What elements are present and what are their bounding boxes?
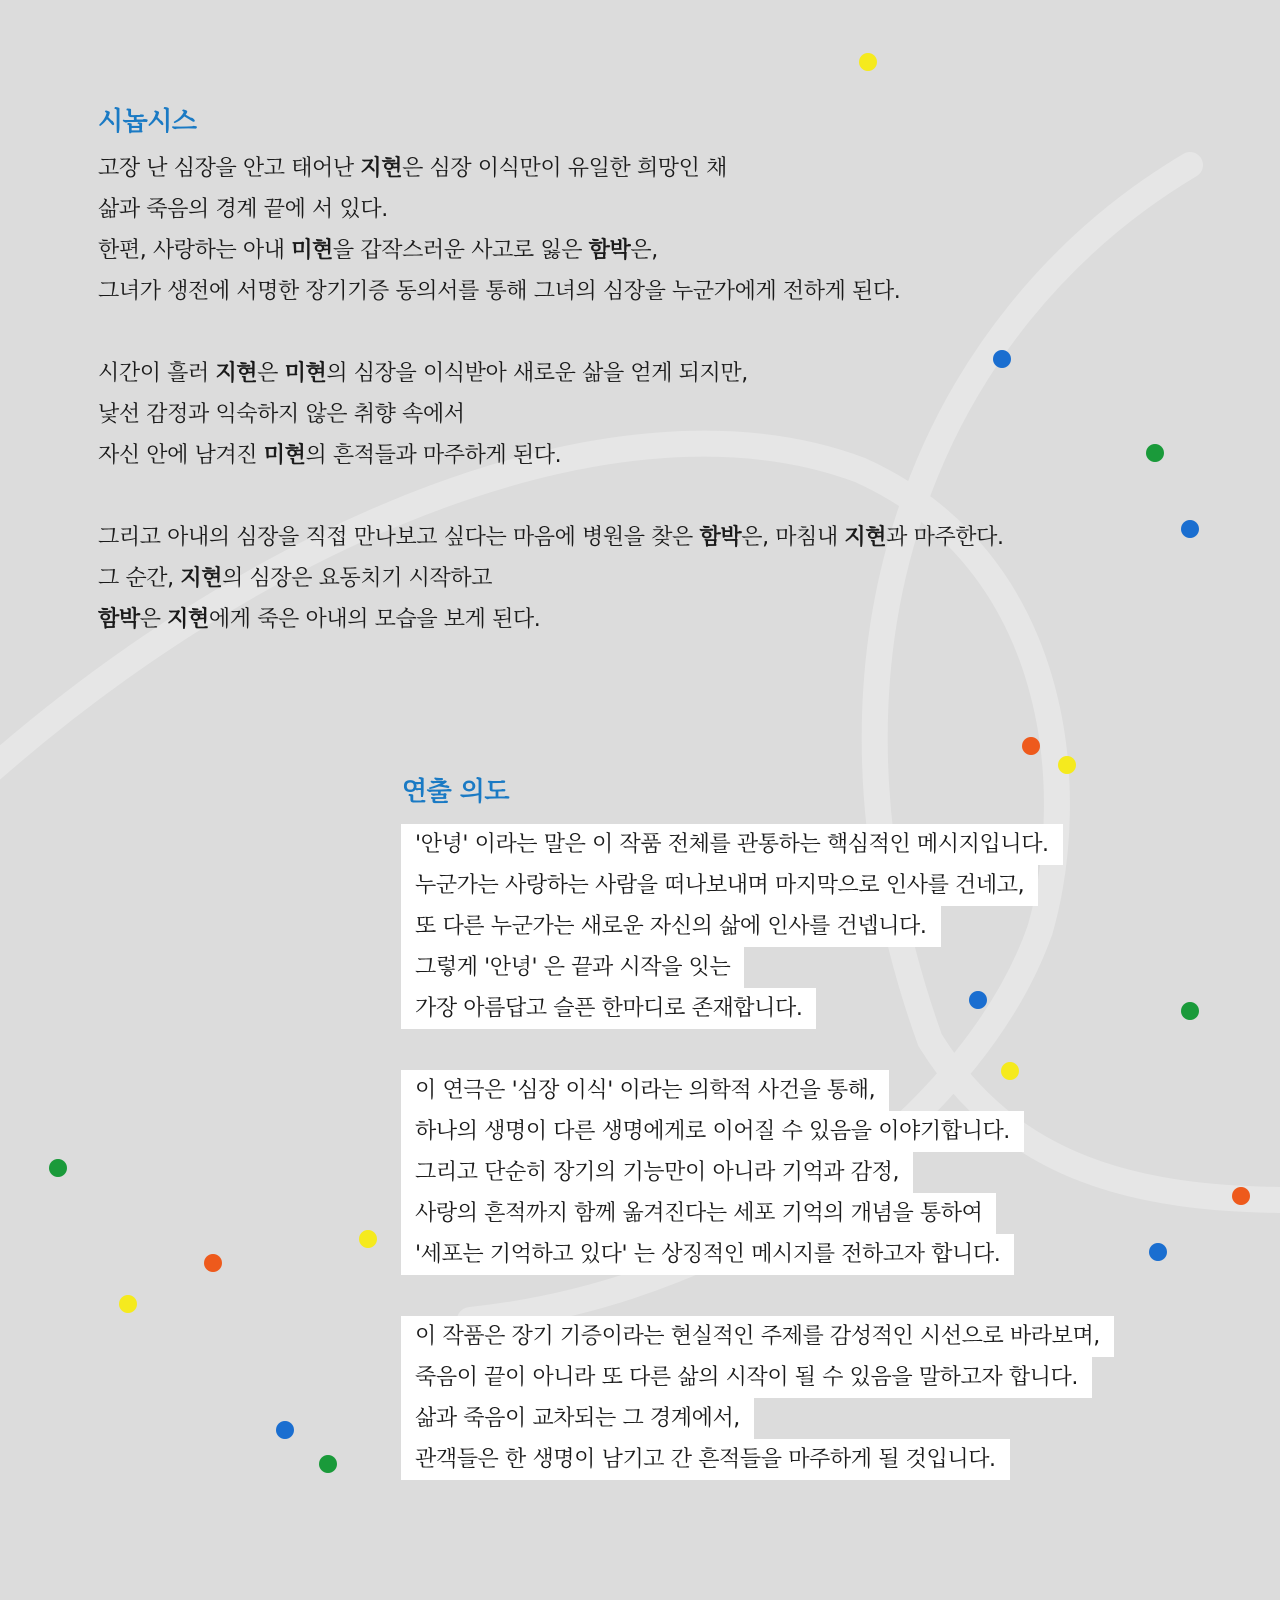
intent-line: '안녕' 이라는 말은 이 작품 전체를 관통하는 핵심적인 메시지입니다. — [401, 824, 1063, 865]
synopsis-paragraph — [98, 148, 1004, 312]
intent-line: 관객들은 한 생명이 남기고 간 흔적들을 마주하게 될 것입니다. — [401, 1439, 1010, 1480]
character-name: 지현 — [215, 361, 258, 386]
confetti-dot — [1149, 1243, 1167, 1261]
synopsis-paragraph — [98, 517, 1004, 640]
text-run: 삶과 죽음의 경계 끝에 서 있다. — [98, 197, 388, 222]
intent-line: 가장 아름답고 슬픈 한마디로 존재합니다. — [401, 988, 816, 1029]
text-run: 은 — [257, 361, 285, 386]
directing-intent-heading: 연출 의도 — [402, 777, 510, 807]
text-run: 자신 안에 남겨진 — [98, 443, 264, 468]
synopsis-line — [98, 517, 1004, 558]
intent-paragraph — [401, 1316, 1114, 1480]
text-run: 에게 죽은 아내의 모습을 보게 된다. — [208, 607, 541, 632]
confetti-dot — [1058, 756, 1076, 774]
intent-line: 삶과 죽음이 교차되는 그 경계에서, — [401, 1398, 754, 1439]
confetti-dot — [1146, 444, 1164, 462]
character-name: 미현 — [291, 238, 333, 263]
intent-line: 사랑의 흔적까지 함께 옮겨진다는 세포 기억의 개념을 통하여 — [401, 1193, 996, 1234]
confetti-dot — [1022, 737, 1040, 755]
character-name: 지현 — [844, 525, 887, 550]
text-run: 고장 난 심장을 안고 태어난 — [98, 156, 361, 181]
synopsis-line — [98, 271, 1004, 312]
text-run: 의 심장을 이식받아 새로운 삶을 얻게 되지만, — [326, 361, 748, 386]
character-name: 함박 — [699, 525, 742, 550]
confetti-dot — [319, 1455, 337, 1473]
synopsis-line — [98, 148, 1004, 189]
confetti-dot — [49, 1159, 67, 1177]
text-run: 의 흔적들과 마주하게 된다. — [305, 443, 562, 468]
synopsis-line — [98, 189, 1004, 230]
confetti-dot — [204, 1254, 222, 1272]
intent-line: 이 연극은 '심장 이식' 이라는 의학적 사건을 통해, — [401, 1070, 889, 1111]
intent-line: 이 작품은 장기 기증이라는 현실적인 주제를 감성적인 시선으로 바라보며, — [401, 1316, 1114, 1357]
intent-line: '세포는 기억하고 있다' 는 상징적인 메시지를 전하고자 합니다. — [401, 1234, 1014, 1275]
intent-line: 그렇게 '안녕' 은 끝과 시작을 잇는 — [401, 947, 744, 988]
confetti-dot — [276, 1421, 294, 1439]
text-run: 의 심장은 요동치기 시작하고 — [222, 566, 493, 591]
intent-line: 그리고 단순히 장기의 기능만이 아니라 기억과 감정, — [401, 1152, 913, 1193]
character-name: 미현 — [263, 443, 306, 468]
directing-intent-body — [401, 824, 1114, 1521]
text-run: 과 마주한다. — [886, 525, 1004, 550]
synopsis-paragraph — [98, 353, 1004, 476]
confetti-dot — [119, 1295, 137, 1313]
synopsis-line — [98, 558, 1004, 599]
intent-paragraph — [401, 1070, 1114, 1275]
text-run: 그녀가 생전에 서명한 장기기증 동의서를 통해 그녀의 심장을 누군가에게 전하게 된다. — [98, 279, 901, 304]
character-name: 지현 — [360, 156, 403, 181]
text-run: 그 순간, — [98, 566, 181, 591]
text-run: 은 심장 이식만이 유일한 희망인 채 — [402, 156, 727, 181]
intent-line: 하나의 생명이 다른 생명에게로 이어질 수 있음을 이야기합니다. — [401, 1111, 1024, 1152]
synopsis-line — [98, 435, 1004, 476]
text-run: 그리고 아내의 심장을 직접 만나보고 싶다는 마음에 병원을 찾은 — [98, 525, 700, 550]
text-run: 은, — [630, 238, 658, 263]
synopsis-body — [98, 148, 1004, 681]
text-run: 한편, 사랑하는 아내 — [98, 238, 292, 263]
intent-line: 죽음이 끝이 아니라 또 다른 삶의 시작이 될 수 있음을 말하고자 합니다. — [401, 1357, 1092, 1398]
synopsis-line — [98, 353, 1004, 394]
text-run: 을 갑작스러운 사고로 잃은 — [332, 238, 589, 263]
synopsis-line — [98, 599, 1004, 640]
text-run: 은 — [139, 607, 168, 632]
character-name: 미현 — [284, 361, 327, 386]
text-run: 은, 마침내 — [741, 525, 845, 550]
intent-line: 누군가는 사랑하는 사람을 떠나보내며 마지막으로 인사를 건네고, — [401, 865, 1038, 906]
text-run: 시간이 흘러 — [98, 361, 216, 386]
character-name: 지현 — [180, 566, 223, 591]
character-name: 함박 — [98, 607, 140, 632]
character-name: 지현 — [167, 607, 209, 632]
synopsis-heading: 시놉시스 — [98, 107, 197, 137]
confetti-dot — [1181, 520, 1199, 538]
synopsis-line — [98, 230, 1004, 271]
intent-line: 또 다른 누군가는 새로운 자신의 삶에 인사를 건넵니다. — [401, 906, 941, 947]
intent-paragraph — [401, 824, 1114, 1029]
text-run: 낯선 감정과 익숙하지 않은 취향 속에서 — [98, 402, 465, 427]
confetti-dot — [859, 53, 877, 71]
synopsis-line — [98, 394, 1004, 435]
confetti-dot — [1181, 1002, 1199, 1020]
confetti-dot — [1232, 1187, 1250, 1205]
character-name: 함박 — [588, 238, 631, 263]
confetti-dot — [359, 1230, 377, 1248]
